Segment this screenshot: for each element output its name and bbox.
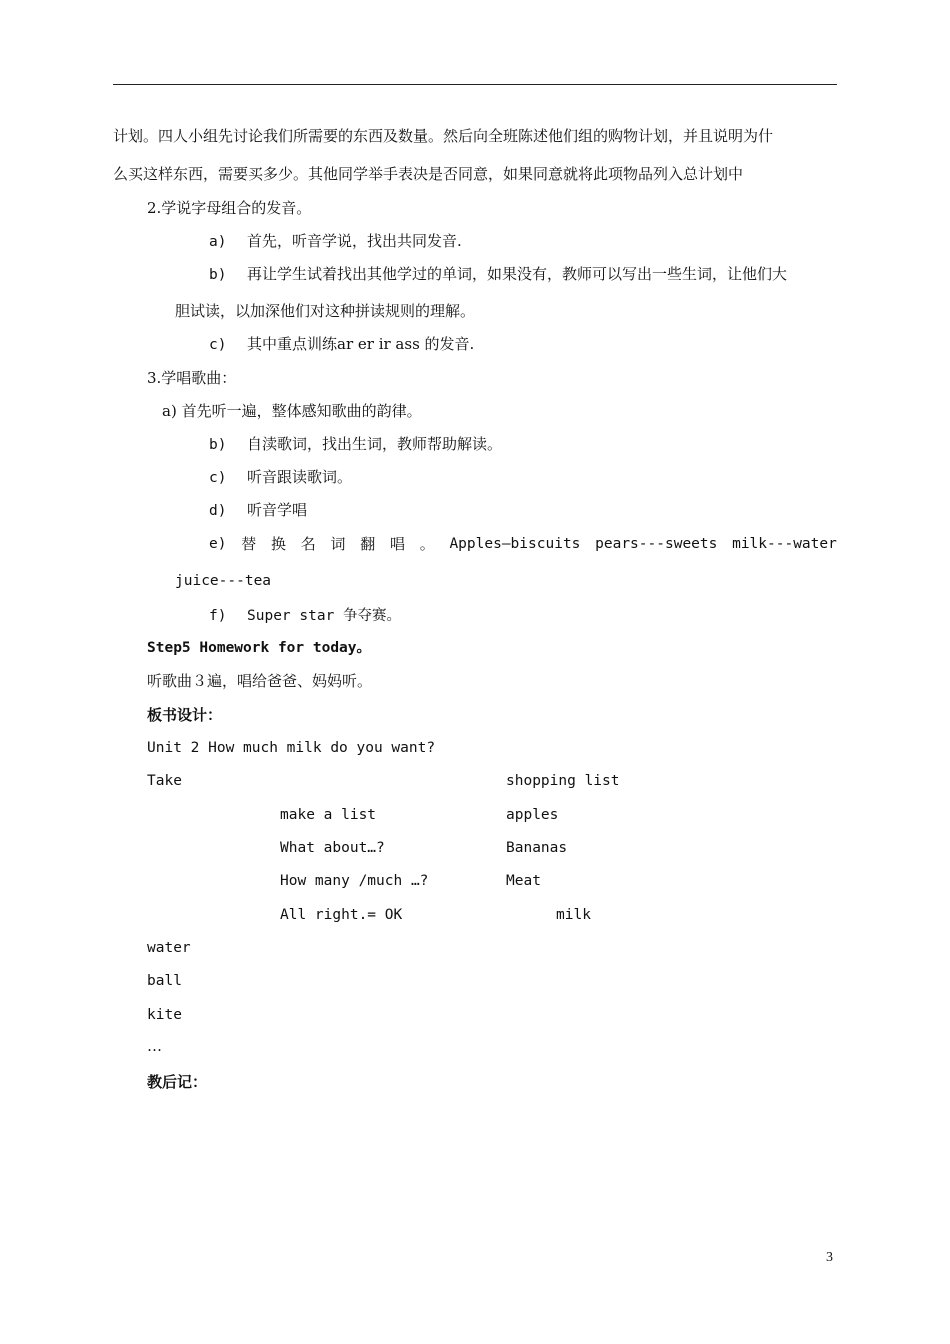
paragraph-line-1: 计划。四人小组先讨论我们所需要的东西及数量。然后向全班陈述他们组的购物计划，并且说明为什: [113, 127, 774, 145]
item-3-title: 3.学唱歌曲：: [147, 369, 237, 387]
board-unit-title: Unit 2 How much milk do you want?: [147, 740, 436, 756]
item-3-e: e) 替 换 名 词 翻 唱 。 Apples—biscuits pears---sweets milk---water: [209, 535, 837, 553]
step5-heading: Step5 Homework for today。: [147, 640, 372, 656]
board-all-right: All right.= OK: [280, 907, 403, 923]
item-3-d: d) 听音学唱: [209, 501, 308, 519]
header-rule: [113, 84, 837, 85]
board-ball: ball: [147, 973, 182, 989]
board-milk: milk: [556, 907, 591, 923]
item-3-f: f) Super star 争夺赛。: [209, 608, 402, 624]
board-water: water: [147, 940, 191, 956]
page-number: 3: [826, 1250, 833, 1265]
board-shopping-list: shopping list: [506, 773, 620, 789]
board-make-a-list: make a list: [280, 807, 377, 823]
item-2-b: b) 再让学生试着找出其他学过的单词，如果没有，教师可以写出一些生词，让他们大: [209, 265, 788, 283]
board-take: Take: [147, 773, 182, 789]
item-3-a: a) 首先听一遍，整体感知歌曲的韵律。: [162, 402, 422, 420]
item-2-b-continued: 胆试读，以加深他们对这种拼读规则的理解。: [175, 302, 476, 320]
item-3-b: b) 自渎歌词，找出生词，教师帮助解读。: [209, 435, 503, 453]
board-meat: Meat: [506, 873, 541, 889]
board-design-title: 板书设计：: [147, 706, 223, 724]
item-2-title: 2.学说字母组合的发音。: [147, 199, 312, 217]
after-class-notes-title: 教后记：: [147, 1073, 208, 1091]
board-kite: kite: [147, 1007, 182, 1023]
item-2-c: c) 其中重点训练ar er ir ass 的发音.: [209, 335, 475, 353]
board-how-many: How many /much …?: [280, 873, 429, 889]
board-what-about: What about…?: [280, 840, 385, 856]
board-bananas: Bananas: [506, 840, 568, 856]
item-3-c: c) 听音跟读歌词。: [209, 468, 353, 486]
board-ellipsis: …: [147, 1037, 162, 1055]
item-3-e-continued: juice---tea: [175, 573, 272, 589]
homework-text: 听歌曲３遍，唱给爸爸、妈妈听。: [147, 672, 373, 690]
paragraph-line-2: 么买这样东西，需要买多少。其他同学举手表决是否同意，如果同意就将此项物品列入总计划中: [113, 165, 744, 183]
item-2-a: a) 首先，听音学说，找出共同发音.: [209, 232, 462, 250]
board-apples: apples: [506, 807, 559, 823]
